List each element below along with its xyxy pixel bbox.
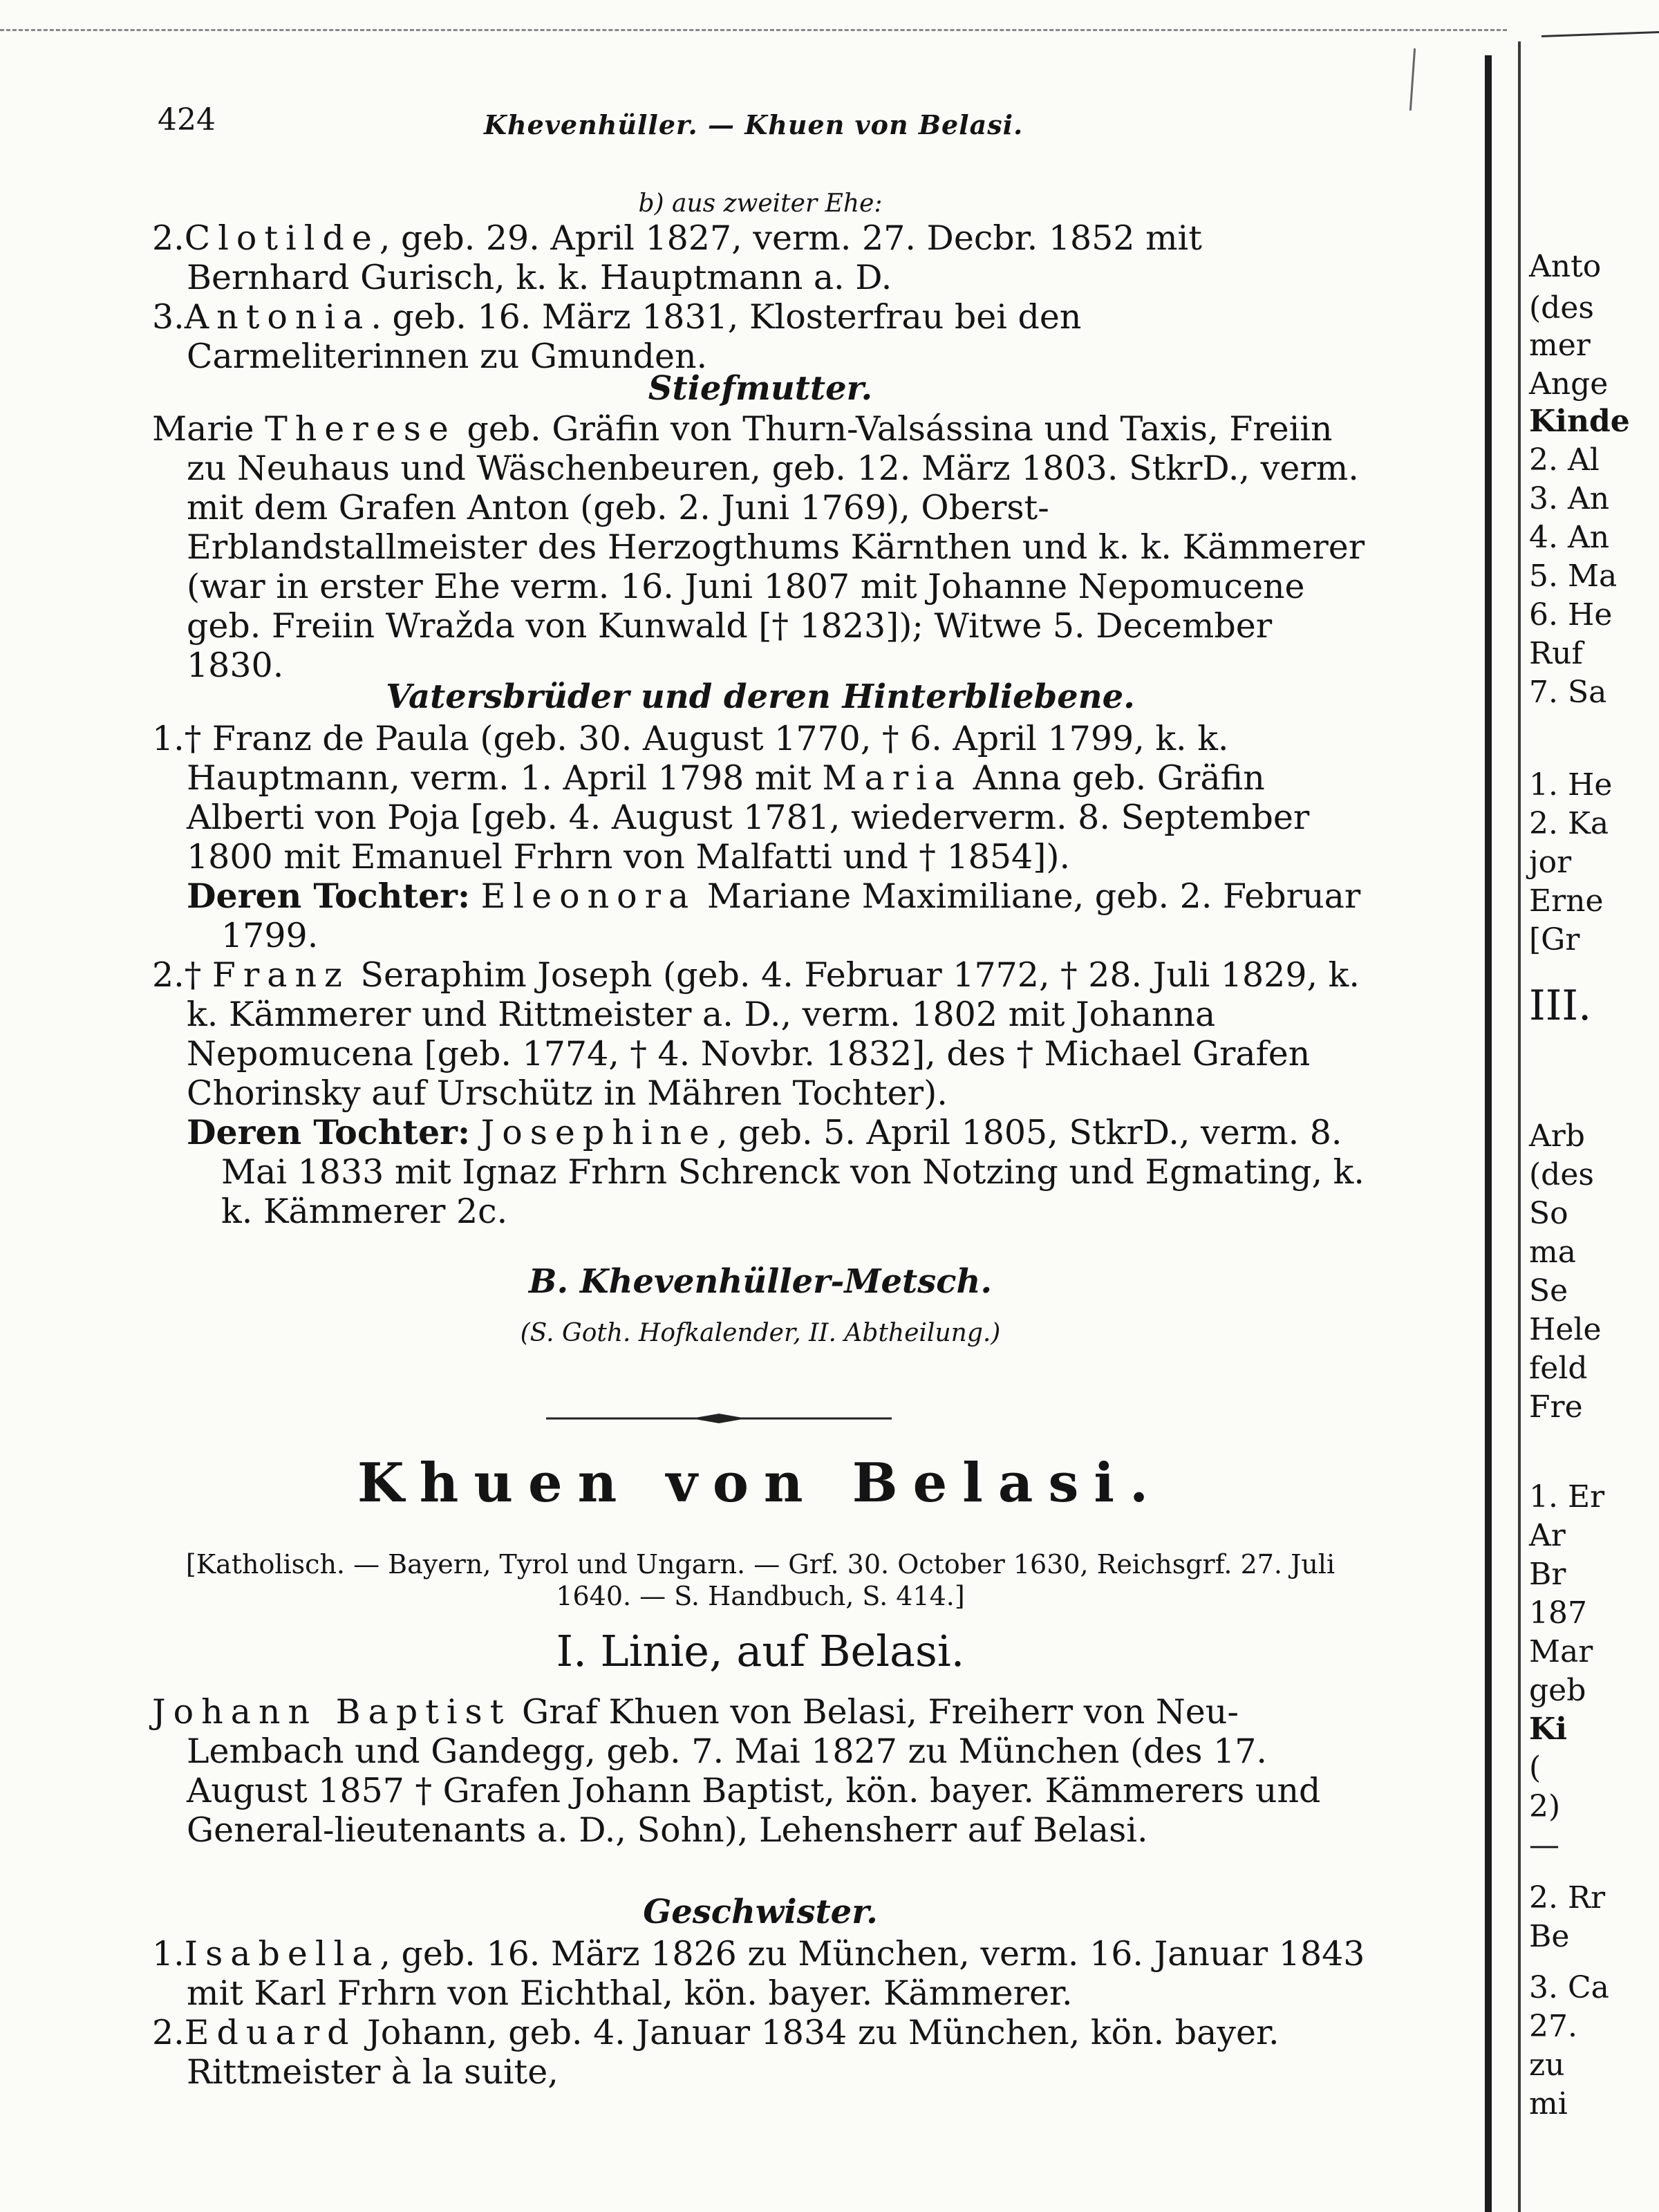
pencil-mark bbox=[1409, 48, 1416, 111]
facing-page-text: ( bbox=[1529, 1750, 1541, 1785]
facing-page-text: (des bbox=[1529, 290, 1594, 326]
page-number: 424 bbox=[158, 102, 216, 138]
facing-page-text: 2. Ka bbox=[1529, 806, 1609, 841]
facing-page-text: jor bbox=[1529, 845, 1572, 880]
facing-page-text: 5. Ma bbox=[1529, 559, 1618, 594]
paternal-uncles-list bbox=[152, 719, 1369, 1231]
facing-page-text: — bbox=[1529, 1828, 1559, 1863]
list-item: Deren Tochter: Eleonora Mariane Maximiliane, geb. 2. Februar 1799. bbox=[187, 876, 1361, 955]
paternal-uncles-heading: Vatersbrüder und deren Hinterbliebene. bbox=[386, 677, 1135, 716]
facing-page-text: III. bbox=[1529, 982, 1592, 1030]
line-heading: I. Linie, auf Belasi. bbox=[556, 1626, 965, 1676]
facing-page-text: Erne bbox=[1529, 883, 1604, 919]
list-item: Deren Tochter: Josephine, geb. 5. April 1805, StkrD., verm. 8. Mai 1833 mit Ignaz Frhrn Schrenck von Notzing und Egmating, k. k. Kämmerer 2c. bbox=[187, 1112, 1365, 1231]
facing-page-text: 2. Rr bbox=[1529, 1880, 1606, 1915]
facing-page-text: Se bbox=[1529, 1273, 1568, 1309]
facing-page-text: geb bbox=[1529, 1673, 1586, 1708]
second-marriage-children bbox=[152, 218, 1369, 376]
facing-page-text: ma bbox=[1529, 1235, 1576, 1270]
facing-page-top-edge bbox=[1541, 31, 1659, 37]
facing-page-text: Ar bbox=[1529, 1518, 1566, 1553]
facing-page-text: 2) bbox=[1529, 1789, 1561, 1824]
facing-page-text: Be bbox=[1529, 1919, 1570, 1954]
siblings-heading: Geschwister. bbox=[643, 1893, 878, 1931]
child-name: Clotilde bbox=[184, 218, 379, 258]
section-b-note: (S. Goth. Hofkalender, II. Abtheilung.) bbox=[520, 1319, 1001, 1347]
siblings-list bbox=[152, 1934, 1369, 2092]
facing-page-text: Kinde bbox=[1529, 404, 1630, 439]
facing-page-text: Mar bbox=[1529, 1634, 1593, 1669]
stepmother-entry: Marie Therese geb. Gräfin von Thurn-Valsássina und Taxis, Freiin zu Neuhaus und Wäschenbeuren, geb. 12. März 1803. StkrD., verm. mit dem Grafen Anton (geb. 2. Juni 1769), Oberst-Erblandstallmeister des Herzogthums Kärnthen und k. k. Kämmerer (war in erster Ehe verm. 16. Juni 1807 mit Johanne Nepomucene geb. Freiin Wražda von Kunwald [† 1823]); Witwe 5. December 1830. bbox=[152, 409, 1365, 685]
list-item: 1.† Franz de Paula (geb. 30. August 1770, † 6. April 1799, k. k. Hauptmann, verm. 1. April 1798 mit Maria Anna geb. Gräfin Alberti von Poja [geb. 4. August 1781, wiederverm. 8. September 1800 mit Emanuel Frhrn von Malfatti und † 1854]). bbox=[152, 719, 1310, 877]
facing-page-text: mi bbox=[1529, 2086, 1568, 2121]
facing-page-text: Ange bbox=[1529, 366, 1609, 402]
facing-page-text: 3. An bbox=[1529, 481, 1610, 516]
list-item: 2.† Franz Seraphim Joseph (geb. 4. Februar 1772, † 28. Juli 1829, k. k. Kämmerer und Rittmeister a. D., verm. 1802 mit Johanna Nepomucena [geb. 1774, † 4. Novbr. 1832], des † Michael Grafen Chorinsky auf Urschütz in Mähren Tochter). bbox=[152, 955, 1360, 1113]
facing-page-text: 2. Al bbox=[1529, 442, 1600, 478]
head-of-house-name: Johann Baptist bbox=[152, 1692, 512, 1732]
section-b-title: B. Khevenhüller-Metsch. bbox=[528, 1262, 993, 1301]
facing-page-text: [Gr bbox=[1529, 922, 1580, 957]
facing-page-text: 187 bbox=[1529, 1595, 1587, 1631]
facing-page-text: Ruf bbox=[1529, 636, 1583, 671]
facing-page-text: (des bbox=[1529, 1157, 1594, 1192]
stepmother-name: Therese bbox=[265, 409, 456, 449]
facing-page-text: 27. bbox=[1529, 2009, 1577, 2044]
facing-page-text: Anto bbox=[1529, 249, 1602, 284]
family-note: [Katholisch. — Bayern, Tyrol und Ungarn. — Grf. 30. October 1630, Reichsgrf. 27. Juli 1640. — S. Handbuch, S. 414.] bbox=[185, 1549, 1335, 1611]
facing-page-text: Ki bbox=[1529, 1712, 1567, 1747]
book-gutter bbox=[1485, 55, 1492, 2212]
facing-page-edge bbox=[1518, 41, 1521, 2212]
facing-page-text: So bbox=[1529, 1196, 1568, 1231]
facing-page-text: zu bbox=[1529, 2047, 1565, 2083]
child-name: Antonia bbox=[184, 297, 371, 337]
second-marriage-subhead: b) aus zweiter Ehe: bbox=[638, 189, 883, 218]
facing-page-text: 7. Sa bbox=[1529, 675, 1607, 710]
facing-page-text: mer bbox=[1529, 328, 1591, 363]
head-of-house-entry: Johann Baptist Graf Khuen von Belasi, Freiherr von Neu-Lembach und Gandegg, geb. 7. Mai 1827 zu München (des 17. August 1857 † Grafen Johann Baptist, kön. bayer. Kämmerers und General-lieutenants a. D., Sohn), Lehensherr auf Belasi. bbox=[152, 1692, 1321, 1850]
facing-page-text: 4. An bbox=[1529, 520, 1610, 555]
top-dashed-edge bbox=[0, 29, 1507, 31]
list-item: 2.Eduard Johann, geb. 4. Januar 1834 zu München, kön. bayer. Rittmeister à la suite, bbox=[152, 2013, 1280, 2092]
facing-page-text: Fre bbox=[1529, 1389, 1583, 1425]
list-item: 2.Clotilde, geb. 29. April 1827, verm. 27. Decbr. 1852 mit Bernhard Gurisch, k. k. Hauptmann a. D. bbox=[152, 218, 1202, 297]
stepmother-heading: Stiefmutter. bbox=[648, 369, 873, 408]
facing-page-text: Br bbox=[1529, 1557, 1566, 1592]
facing-page-text: 1. Er bbox=[1529, 1479, 1605, 1515]
facing-page-text: Hele bbox=[1529, 1312, 1602, 1347]
running-head: Khevenhüller. — Khuen von Belasi. bbox=[484, 109, 1024, 140]
facing-page-text: feld bbox=[1529, 1351, 1588, 1386]
list-item: 1.Isabella, geb. 16. März 1826 zu München, verm. 16. Januar 1843 mit Karl Frhrn von Eichthal, kön. bayer. Kämmerer. bbox=[152, 1934, 1365, 2013]
facing-page-text: 6. He bbox=[1529, 597, 1613, 632]
list-item: 3.Antonia. geb. 16. März 1831, Klosterfrau bei den Carmeliterinnen zu Gmunden. bbox=[152, 297, 1082, 376]
facing-page-text: 3. Ca bbox=[1529, 1970, 1609, 2005]
family-title: Khuen von Belasi. bbox=[357, 1452, 1164, 1515]
ornamental-divider bbox=[546, 1412, 892, 1425]
facing-page-text: 1. He bbox=[1529, 767, 1613, 803]
facing-page-text: Arb bbox=[1529, 1118, 1585, 1154]
